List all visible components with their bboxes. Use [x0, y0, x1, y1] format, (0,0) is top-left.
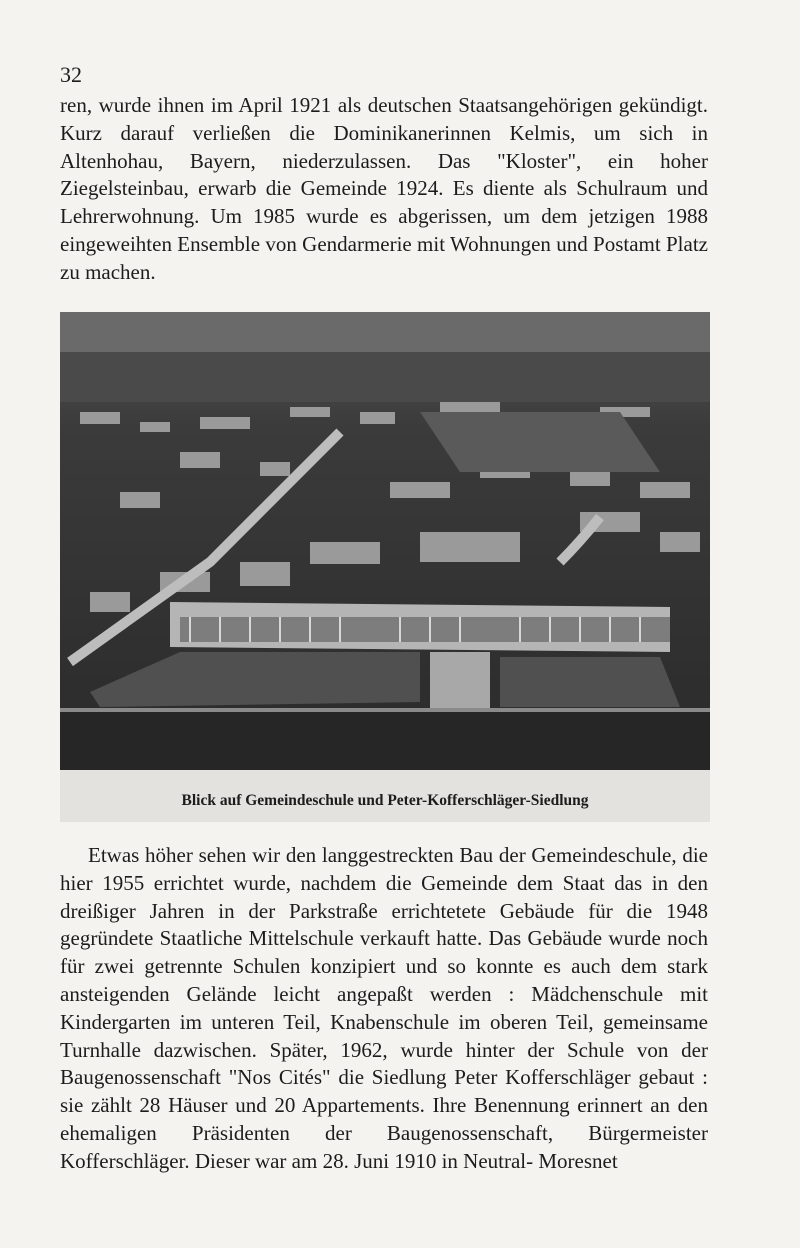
aerial-photo — [60, 312, 710, 770]
photo-caption: Blick auf Gemeindeschule und Peter-Kofferschläger-Siedlung — [181, 792, 589, 809]
page-number: 32 — [60, 62, 82, 87]
paragraph-top-text: ren, wurde ihnen im April 1921 als deutschen Staatsangehörigen gekündigt. Kurz darauf verließen die Dominikanerinnen Kelmis, um sich in Altenhohau, Bayern, niederzulassen. Das "Kloster", ein hoher Ziegelsteinbau, erwarb die Gemeinde 1924. Es diente als Schulraum und Lehrerwohnung. Um 1985 wurde es abgerissen, um dem jetzigen 1988 eingeweihten Ensemble von Gendarmerie mit Wohnungen und Postamt Platz zu machen. — [60, 93, 708, 284]
paragraph-bottom-text: Etwas höher sehen wir den langgestreckten Bau der Gemeindeschule, die hier 1955 errichtet wurde, nachdem die Gemeinde dem Staat das in den dreißiger Jahren in der Parkstraße errichtetete Gebäude für die 1948 gegründete Staatliche Mittelschule verkauft hatte. Das Gebäude wurde noch für zwei getrennte Schulen konzipiert und so konnte es auch dem stark ansteigenden Gelände leicht angepaßt werden : Mädchenschule mit Kindergarten im unteren Teil, Knabenschule im oberen Teil, gemeinsame Turnhalle dazwischen. Später, 1962, wurde hinter der Schule von der Baugenossenschaft "Nos Cités" die Siedlung Peter Kofferschläger gebaut : sie zählt 28 Häuser und 20 Appartements. Ihre Benennung erinnert an den ehemaligen Präsidenten der Baugenossenschaft, Bürgermeister Kofferschläger. Dieser war am 28. Juni 1910 in Neutral- Moresnet — [60, 843, 708, 1173]
paragraph-top — [60, 92, 708, 287]
paragraph-bottom — [60, 842, 708, 1176]
